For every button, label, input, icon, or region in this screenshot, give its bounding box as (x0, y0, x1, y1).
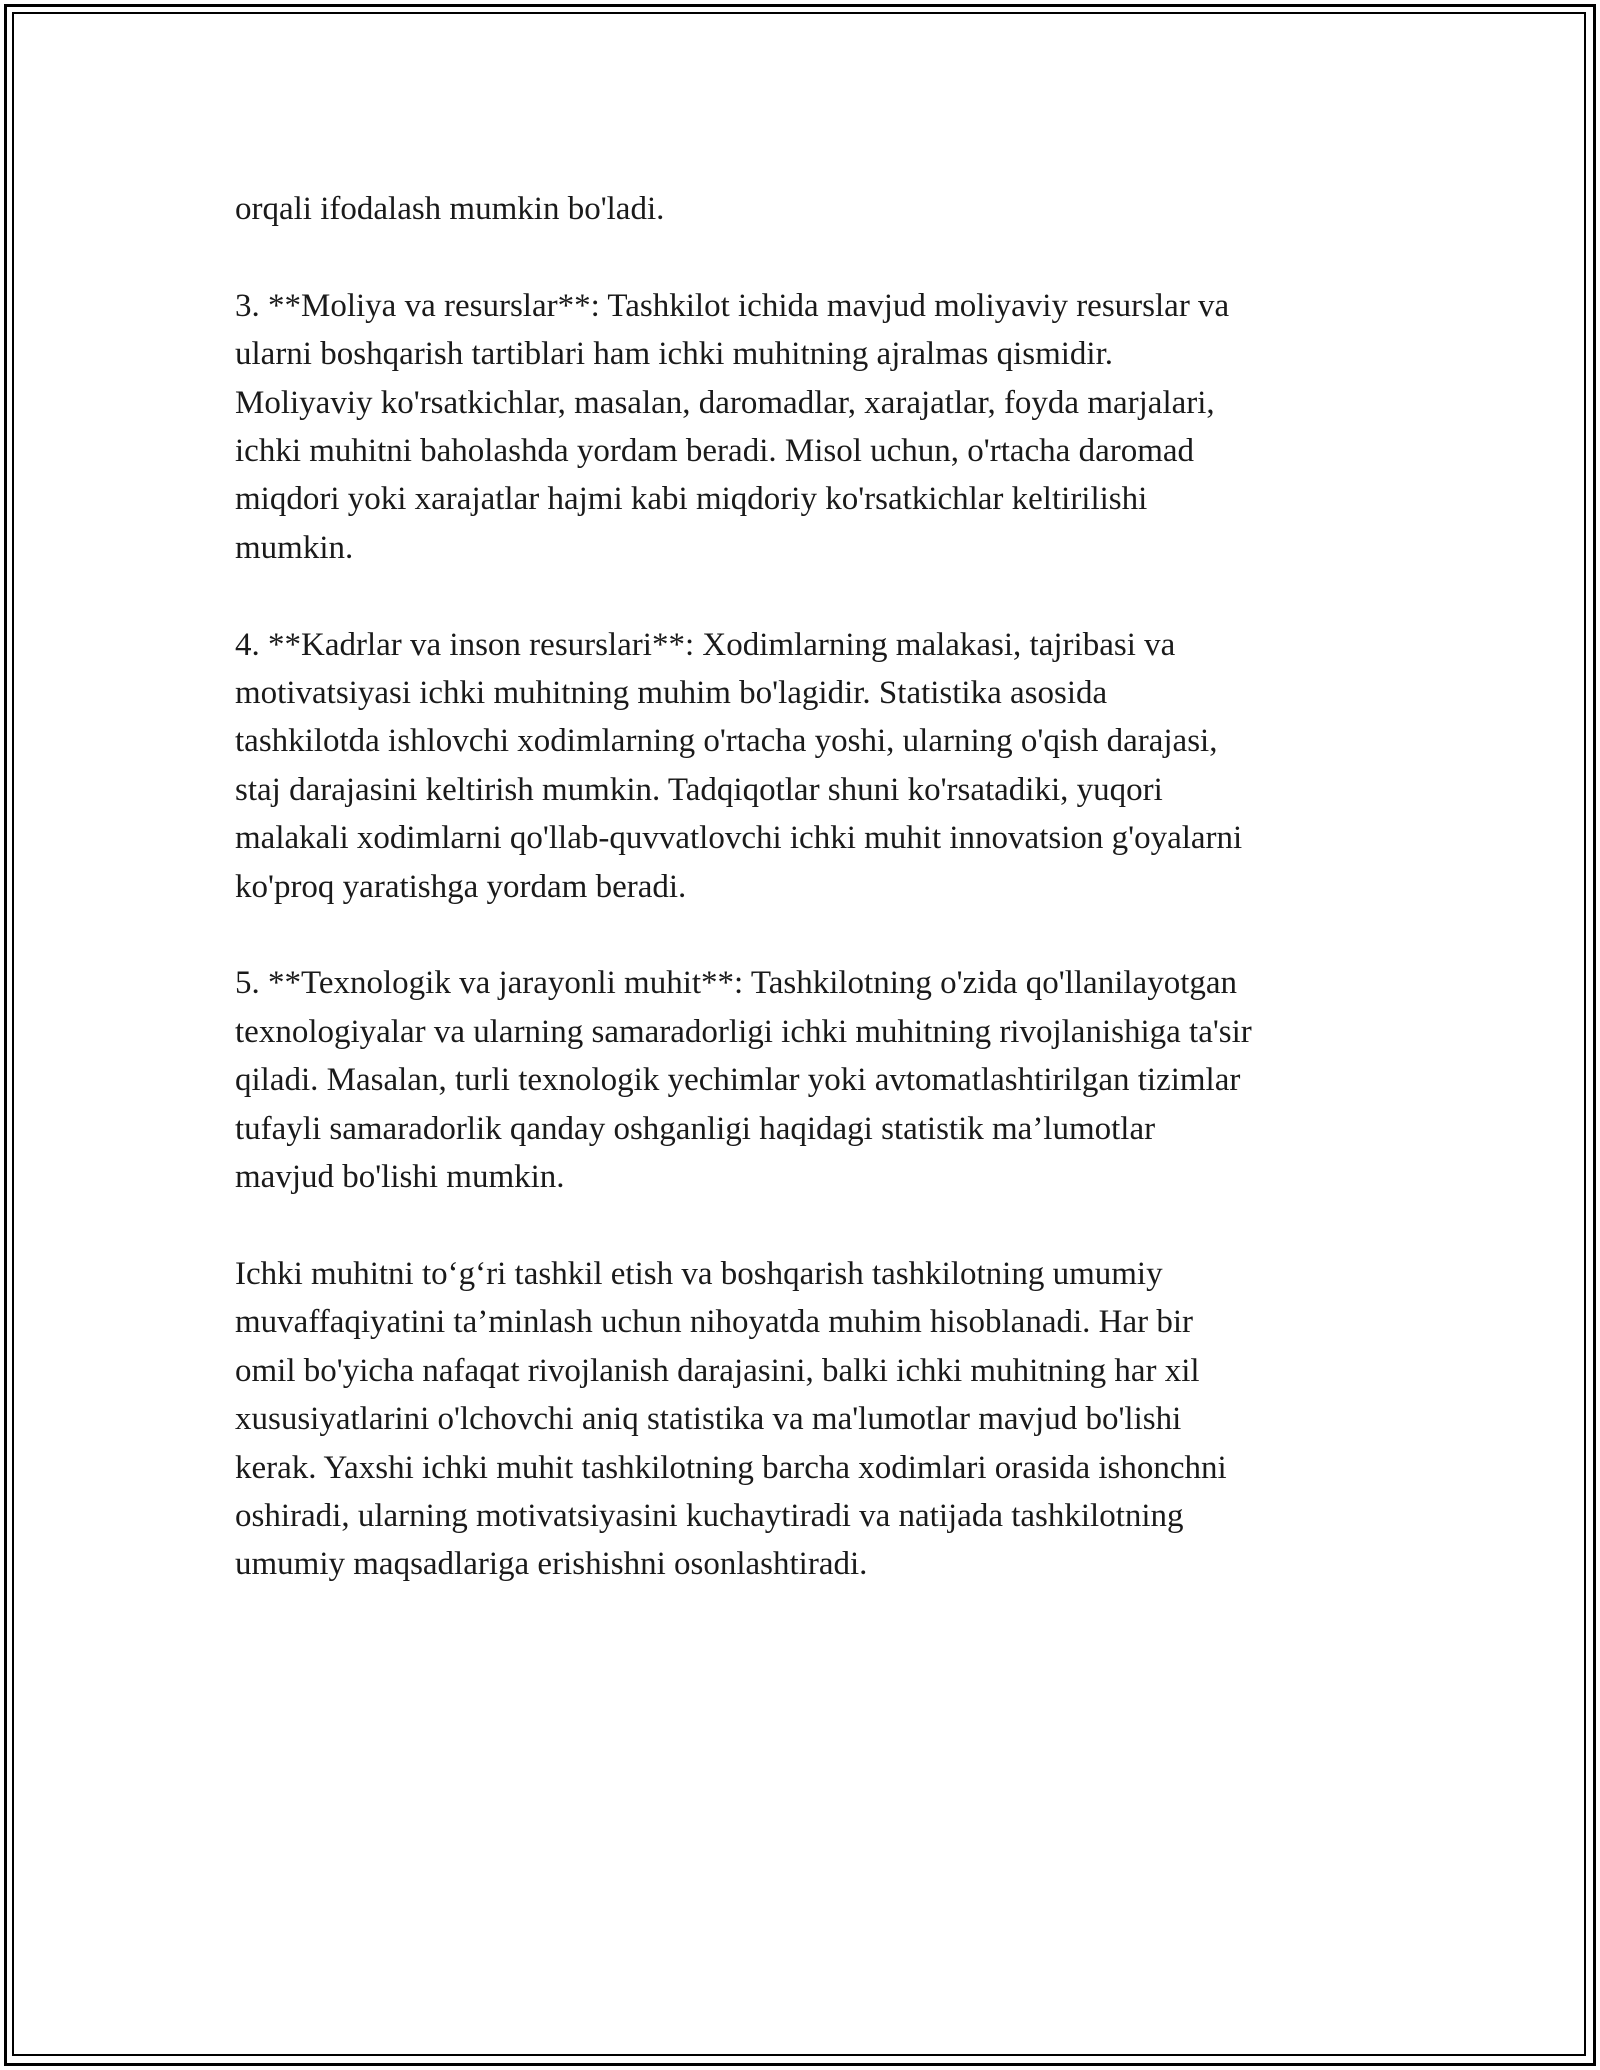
paragraph-human-resources: 4. **Kadrlar va inson resurslari**: Xodimlarning malakasi, tajribasi va motivatsiyasi ichki muhitning muhim bo'lagidir. Statistika asosida tashkilotda ishlovchi xodimlarning o'rtacha yoshi, ularning o'qish darajasi, staj darajasini keltirish mumkin. Tadqiqotlar shuni ko'rsatadiki, yuqori malakali xodimlarni qo'llab-quvvatlovchi ichki muhit innovatsion g'oyalarni ko'proq yaratishga yordam beradi. (235, 626, 1243, 905)
paragraph-finance-resources: 3. **Moliya va resurslar**: Tashkilot ichida mavjud moliyaviy resurslar va ularni boshqarish tartiblari ham ichki muhitning ajralmas qismidir. Moliyaviy ko'rsatkichlar, masalan, daromadlar, xarajatlar, foyda marjalari, ichki muhitni baholashda yordam beradi. Misol uchun, o'rtacha daromad miqdori yoki xarajatlar hajmi kabi miqdoriy ko'rsatkichlar keltirilishi mumkin. (235, 287, 1230, 566)
paragraph-conclusion: Ichki muhitni to‘g‘ri tashkil etish va boshqarish tashkilotning umumiy muvaffaqiyatini ta’minlash uchun nihoyatda muhim hisoblanadi. Har bir omil bo'yicha nafaqat rivojlanish darajasini, balki ichki muhitning har xil xususiyatlarini o'lchovchi aniq statistika va ma'lumotlar mavjud bo'lishi kerak. Yaxshi ichki muhit tashkilotning barcha xodimlari orasida ishonchni oshiradi, ularning motivatsiyasini kuchaytiradi va natijada tashkilotning umumiy maqsadlariga erishishni osonlashtiradi. (235, 1255, 1227, 1583)
document-body (235, 185, 1375, 1589)
paragraph-technology-process: 5. **Texnologik va jarayonli muhit**: Tashkilotning o'zida qo'llanilayotgan texnologiyalar va ularning samaradorligi ichki muhitning rivojlanishiga ta'sir qiladi. Masalan, turli texnologik yechimlar yoki avtomatlashtirilgan tizimlar tufayli samaradorlik qanday oshganligi haqidagi statistik ma’lumotlar mavjud bo'lishi mumkin. (235, 965, 1252, 1196)
paragraph-continuation: orqali ifodalash mumkin bo'ladi. (235, 191, 665, 227)
